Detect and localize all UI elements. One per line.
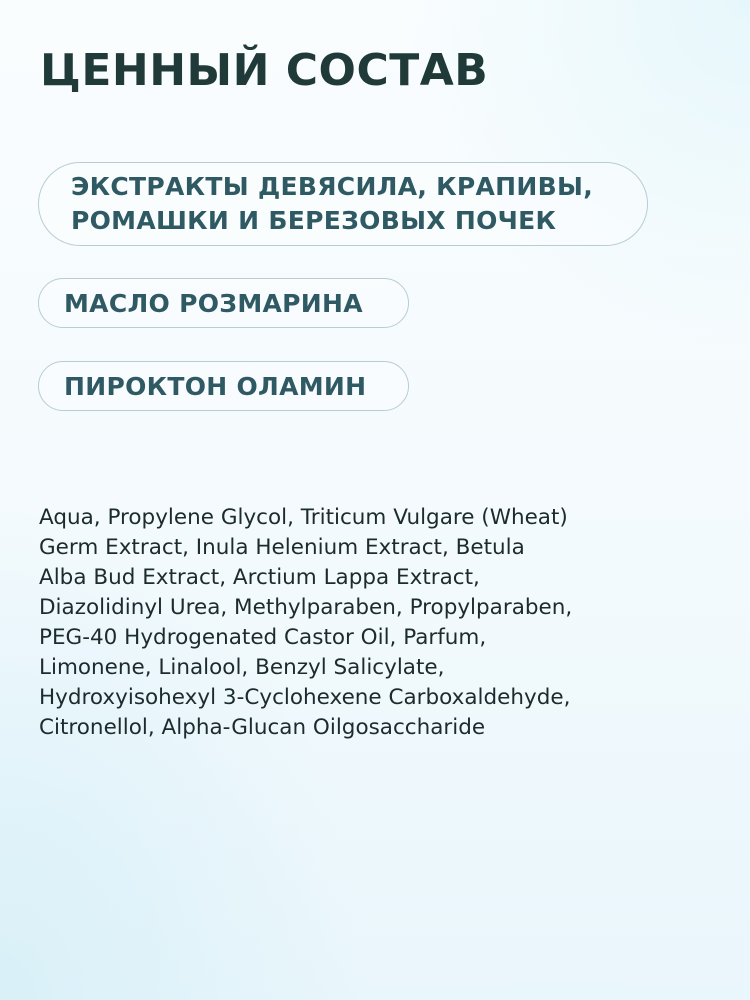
ingredients-list bbox=[39, 503, 719, 743]
ingredients-line: Germ Extract, Inula Helenium Extract, Betula bbox=[39, 535, 525, 560]
highlight-badge-piroctone-olamine: ПИРОКТОН ОЛАМИН bbox=[38, 361, 409, 411]
ingredients-line: Hydroxyisohexyl 3-Cyclohexene Carboxaldehyde, bbox=[39, 685, 571, 710]
ingredients-line: Diazolidinyl Urea, Methylparaben, Propylparaben, bbox=[39, 595, 573, 620]
ingredients-line: Aqua, Propylene Glycol, Triticum Vulgare (Wheat) bbox=[39, 505, 568, 530]
page-title: ЦЕННЫЙ СОСТАВ bbox=[40, 45, 489, 96]
ingredients-line: Citronellol, Alpha-Glucan Oilgosaccharide bbox=[39, 715, 486, 740]
ingredients-line: Alba Bud Extract, Arctium Lappa Extract, bbox=[39, 565, 480, 590]
ingredients-line: Limonene, Linalool, Benzyl Salicylate, bbox=[39, 655, 445, 680]
highlight-badge-extracts: ЭКСТРАКТЫ ДЕВЯСИЛА, КРАПИВЫ, РОМАШКИ И БЕРЕЗОВЫХ ПОЧЕК bbox=[38, 162, 648, 246]
highlight-badge-rosemary-oil: МАСЛО РОЗМАРИНА bbox=[38, 278, 409, 328]
ingredients-line: PEG-40 Hydrogenated Castor Oil, Parfum, bbox=[39, 625, 487, 650]
